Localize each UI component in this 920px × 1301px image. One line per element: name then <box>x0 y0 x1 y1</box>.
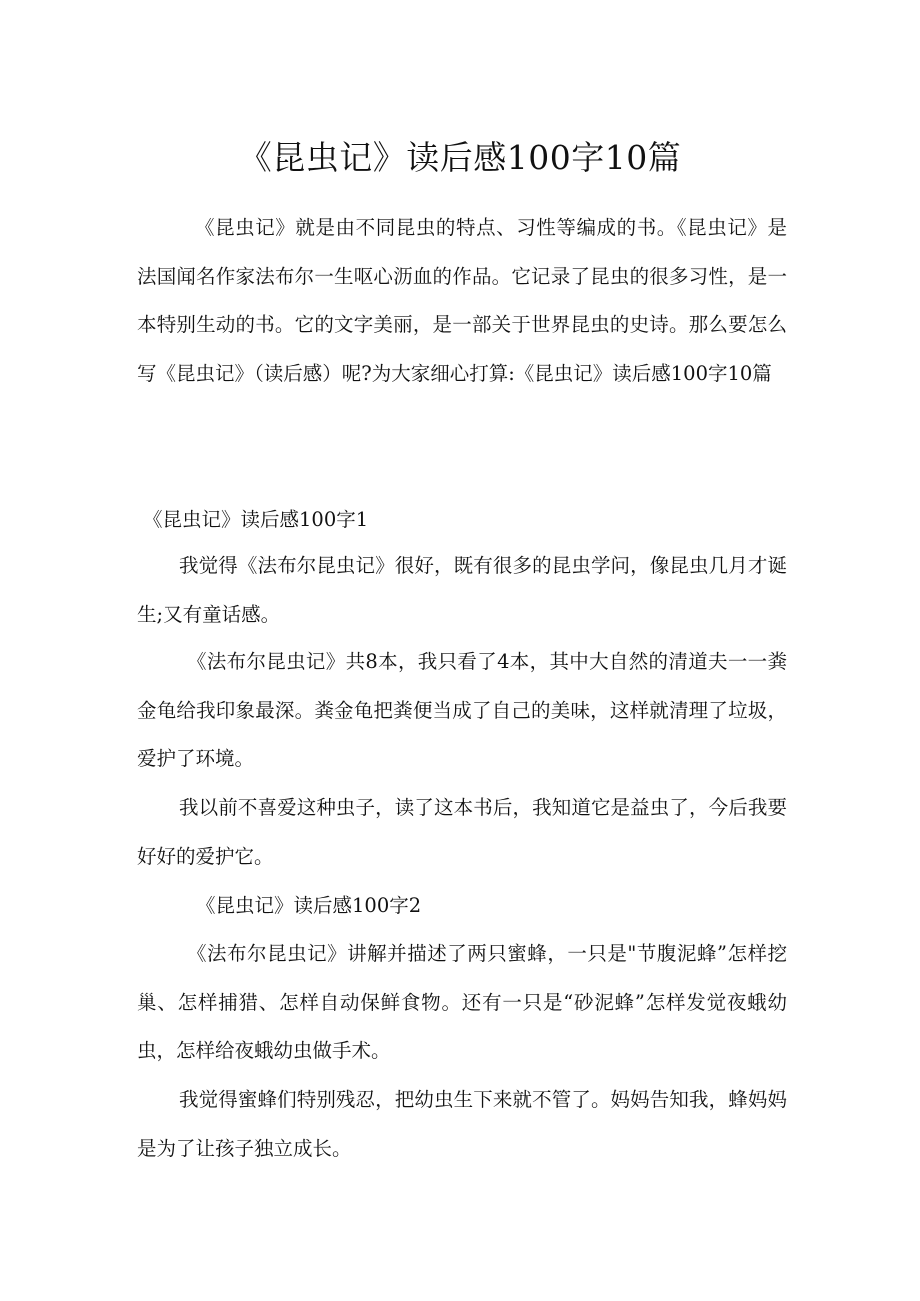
section-2-paragraph-1: 《法布尔昆虫记》讲解并描述了两只蜜蜂，一只是"节腹泥蜂”怎样挖巢、怎样捕猎、怎样自动保鲜食物。还有一只是“砂泥蜂”怎样发觉夜蛾幼虫，怎样给夜蛾幼虫做手术。 <box>137 942 787 1062</box>
document-title: 《昆虫记》读后感100字10篇 <box>238 138 682 177</box>
section-2-paragraph-2: 我觉得蜜蜂们特别残忍，把幼虫生下来就不管了。妈妈告知我，蜂妈妈是为了让孩子独立成长。 <box>137 1088 787 1160</box>
section-1-paragraph-2: 《法布尔昆虫记》共8本，我只看了4本，其中大自然的清道夫一一粪金龟给我印象最深。粪金龟把粪便当成了自己的美味，这样就清理了垃圾，爱护了环境。 <box>137 650 787 770</box>
section-2-heading: 《昆虫记》读后感100字2 <box>196 894 422 917</box>
section-1-heading: 《昆虫记》读后感100字1 <box>143 508 369 531</box>
intro-paragraph: 《昆虫记》就是由不同昆虫的特点、习性等编成的书。《昆虫记》是法国闻名作家法布尔一生呕心沥血的作品。它记录了昆虫的很多习性，是一本特别生动的书。它的文字美丽，是一部关于世界昆虫的史诗。那么要怎么写《昆虫记》（读后感）呢?为大家细心打算:《昆虫记》读后感100字10篇 <box>137 216 787 385</box>
section-1-paragraph-1: 我觉得《法布尔昆虫记》很好，既有很多的昆虫学问，像昆虫几月才诞生;又有童话感。 <box>137 554 787 626</box>
section-1-paragraph-3: 我以前不喜爱这种虫子，读了这本书后，我知道它是益虫了，今后我要好好的爱护它。 <box>137 796 787 868</box>
